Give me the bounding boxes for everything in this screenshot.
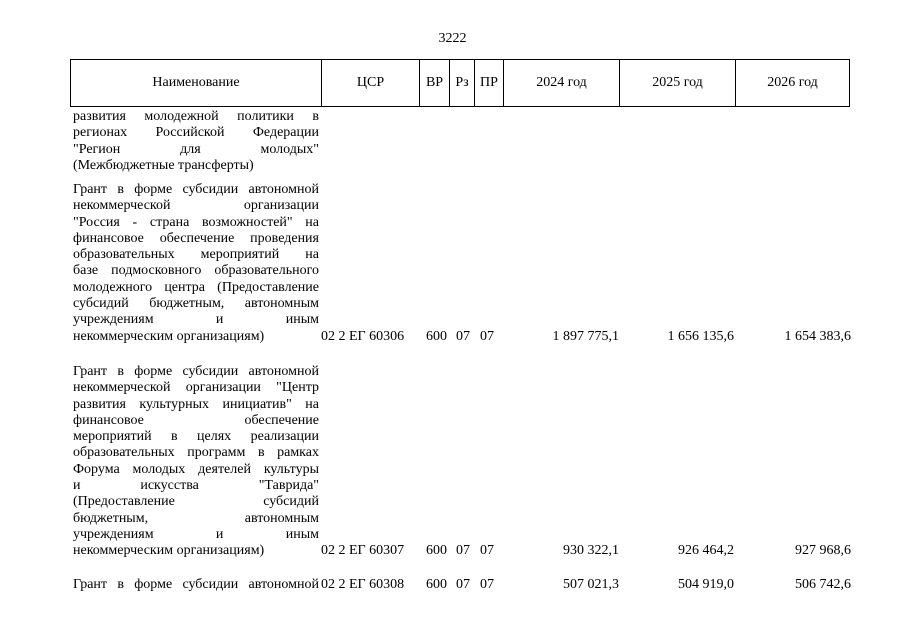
row-csr: 02 2 ЕГ 60306 — [321, 328, 405, 344]
header-name: Наименование — [71, 60, 322, 106]
row-rz: 07 — [456, 328, 470, 344]
header-rz: Рз — [450, 60, 475, 106]
row-2025: 504 919,0 — [678, 577, 734, 592]
row-2025: 1 656 135,6 — [667, 328, 734, 344]
row-csr: 02 2 ЕГ 60308 — [321, 577, 405, 592]
header-vr: ВР — [420, 60, 450, 106]
row-name: Грант в форме субсидии автономной некоммерческой организации "Россия - страна возможностей" на финансовое обеспечение проведения образовательных мероприятий на базе подмосковного образовательного молодежного центра (Предоставление субсидий бюджетным, автономным учреждениям и иным некоммерческим организациям) — [73, 182, 319, 344]
row-rz: 07 — [456, 577, 470, 592]
row-vr: 600 — [426, 328, 447, 344]
row-2025: 926 464,2 — [678, 543, 734, 559]
header-csr: ЦСР — [322, 60, 420, 106]
page-number: 3222 — [438, 31, 467, 46]
header-2026: 2026 год — [767, 75, 818, 90]
row-rz: 07 — [456, 543, 470, 559]
row-2024: 1 897 775,1 — [552, 328, 619, 344]
table-header — [70, 59, 850, 107]
row-pr: 07 — [480, 577, 494, 592]
row-pr: 07 — [480, 543, 494, 559]
row-pr: 07 — [480, 328, 494, 344]
row-csr: 02 2 ЕГ 60307 — [321, 543, 405, 559]
row-2024: 930 322,1 — [563, 543, 619, 559]
header-2024: 2024 год — [504, 60, 620, 106]
row-vr: 600 — [426, 543, 447, 559]
row-2024: 507 021,3 — [563, 577, 619, 592]
row-2026: 506 742,6 — [795, 577, 851, 592]
row-vr: 600 — [426, 577, 447, 592]
header-pr: ПР — [475, 60, 504, 106]
row-name: Грант в форме субсидии автономной некоммерческой организации "Центр развития культурных инициатив" на финансовое обеспечение мероприятий в целях реализации образовательных программ в рамках Форума молодых деятелей культуры и искусства "Таврида" (Предоставление субсидий бюджетным, автономным учреждениям и иным некоммерческим организациям) — [73, 364, 319, 559]
row-2026: 927 968,6 — [795, 543, 851, 559]
row-name: развития молодежной политики в регионах Российской Федерации "Регион для молодых" (Межбюджетные трансферты) — [73, 109, 319, 173]
row-2026: 1 654 383,6 — [784, 328, 851, 344]
header-2025: 2025 год — [620, 60, 736, 106]
row-name: Грант в форме субсидии автономной — [73, 577, 319, 592]
